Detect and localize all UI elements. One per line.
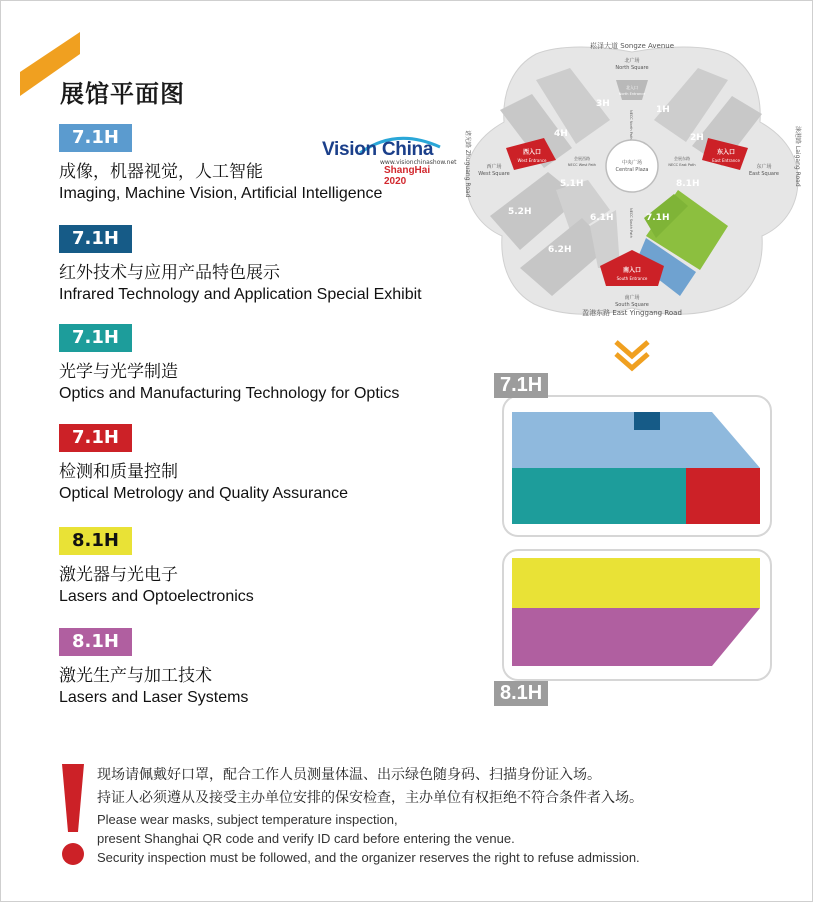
west-entrance-zh: 西入口 — [522, 149, 542, 156]
category-entry — [59, 324, 399, 405]
north-square-en: North Square — [615, 65, 649, 71]
south-entrance-zh: 南入口 — [622, 267, 642, 274]
category-entry — [59, 628, 248, 709]
notice-block — [97, 764, 797, 867]
hall-label: 3H — [596, 99, 610, 109]
road-bottom-label: 盈港东路 East Yinggang Road — [582, 309, 682, 317]
category-name-zh: 激光生产与加工技术 — [59, 666, 212, 686]
logo-url: www.visionchinashow.net — [380, 159, 457, 166]
zone-optics — [512, 468, 686, 524]
hall-8-1h-floorplan — [512, 558, 762, 668]
category-name-zh: 激光器与光电子 — [59, 565, 178, 585]
west-entrance-en: West Entrance — [517, 158, 547, 163]
central-plaza — [606, 140, 658, 192]
west-square-en: West Square — [478, 171, 510, 177]
central-plaza-en: Central Plaza — [615, 167, 649, 173]
hall-badge: 7.1H — [59, 124, 132, 152]
zone-laser-systems — [512, 608, 760, 666]
hall-7-1h-tag: 7.1H — [494, 373, 548, 398]
chevron-down-icon — [612, 340, 652, 374]
hall-label: 6.2H — [548, 245, 572, 255]
hall-badge: 7.1H — [59, 324, 132, 352]
south-path-en: NECC South Path — [629, 208, 633, 238]
west-square-zh: 西广场 — [486, 164, 502, 170]
notice-zh-line: 持证人必须遵从及接受主办单位安排的保安检查，主办单位有权拒绝不符合条件者入场。 — [97, 790, 643, 806]
category-name-en: Optics and Manufacturing Technology for Optics — [59, 385, 400, 402]
exclamation-icon — [58, 760, 88, 866]
hall-label: 8.1H — [676, 179, 700, 189]
hall-label: 5.2H — [508, 207, 532, 217]
category-name-zh: 成像，机器视觉，人工智能 — [59, 162, 263, 182]
category-name-en: Optical Metrology and Quality Assurance — [59, 485, 349, 502]
east-square-zh: 东广场 — [756, 164, 772, 170]
west-path-zh: 会展西路 — [574, 156, 590, 161]
category-entry — [59, 225, 422, 306]
hall-label: 4H — [554, 129, 568, 139]
hall-label: 5.1H — [560, 179, 584, 189]
hall-label: 2H — [690, 133, 704, 143]
east-path-zh: 会展东路 — [674, 156, 690, 161]
south-entrance-en: South Entrance — [616, 276, 648, 281]
category-name-en: Imaging, Machine Vision, Artificial Intelligence — [59, 185, 383, 202]
road-top-label: 崧泽大道 Songze Avenue — [589, 42, 675, 50]
category-name-zh: 光学与光学制造 — [59, 362, 178, 382]
hall-label: 7.1H — [646, 213, 670, 223]
category-name-en: Infrared Technology and Application Special Exhibit — [59, 286, 422, 303]
north-entrance-zh: 北入口 — [626, 85, 638, 90]
category-name-zh: 检测和质量控制 — [59, 462, 178, 482]
category-entry — [59, 424, 348, 505]
logo-city: ShangHai 2020 — [384, 165, 431, 187]
notice-en-line: Please wear masks, subject temperature inspection, — [97, 812, 398, 827]
south-square-zh: 南广场 — [624, 295, 640, 301]
notice-en-line: Security inspection must be followed, and the organizer reserves the right to refuse admission. — [97, 850, 640, 865]
vision-china-logo — [322, 133, 457, 187]
hall-label: 1H — [656, 105, 670, 115]
hall-badge: 7.1H — [59, 424, 132, 452]
hall-badge: 8.1H — [59, 628, 132, 656]
east-path-en: NECC East Path — [668, 163, 696, 167]
category-name-zh: 红外技术与应用产品特色展示 — [59, 263, 280, 283]
west-path-en: NECC West Path — [567, 163, 597, 167]
road-left-label: 诸光路 Zhuguang Road — [464, 130, 471, 198]
east-entrance-zh: 东入口 — [716, 149, 736, 156]
north-entrance-en: North Entrance — [618, 92, 646, 96]
logo-name: Vision China — [322, 139, 434, 160]
east-square-en: East Square — [749, 171, 779, 177]
hall-label: 6.1H — [590, 213, 614, 223]
south-square-en: South Square — [615, 302, 649, 308]
notice-zh-line: 现场请佩戴好口罩，配合工作人员测量体温、出示绿色随身码、扫描身份证入场。 — [97, 767, 601, 783]
hall-8-1h-tag: 8.1H — [494, 681, 548, 706]
page-title: 展馆平面图 — [60, 80, 185, 108]
zone-infrared — [634, 412, 660, 430]
east-entrance-en: East Entrance — [712, 158, 740, 163]
hall-badge: 7.1H — [59, 225, 132, 253]
road-right-label: 涞港路 Laigang Road — [794, 126, 801, 187]
central-plaza-zh: 中央广场 — [621, 160, 643, 166]
north-path-en: NECC North Path — [629, 110, 633, 140]
category-name-en: Lasers and Laser Systems — [59, 689, 249, 706]
hall-badge: 8.1H — [59, 527, 132, 555]
zone-metrology — [686, 468, 760, 524]
zone-lasers-optoelectronics — [512, 558, 760, 608]
category-name-en: Lasers and Optoelectronics — [59, 588, 254, 605]
notice-en-line: present Shanghai QR code and verify ID card before entering the venue. — [97, 831, 515, 846]
category-entry — [59, 527, 254, 608]
north-square-zh: 北广场 — [624, 58, 640, 64]
venue-map — [460, 40, 805, 320]
hall-7-1h-floorplan — [512, 412, 762, 524]
